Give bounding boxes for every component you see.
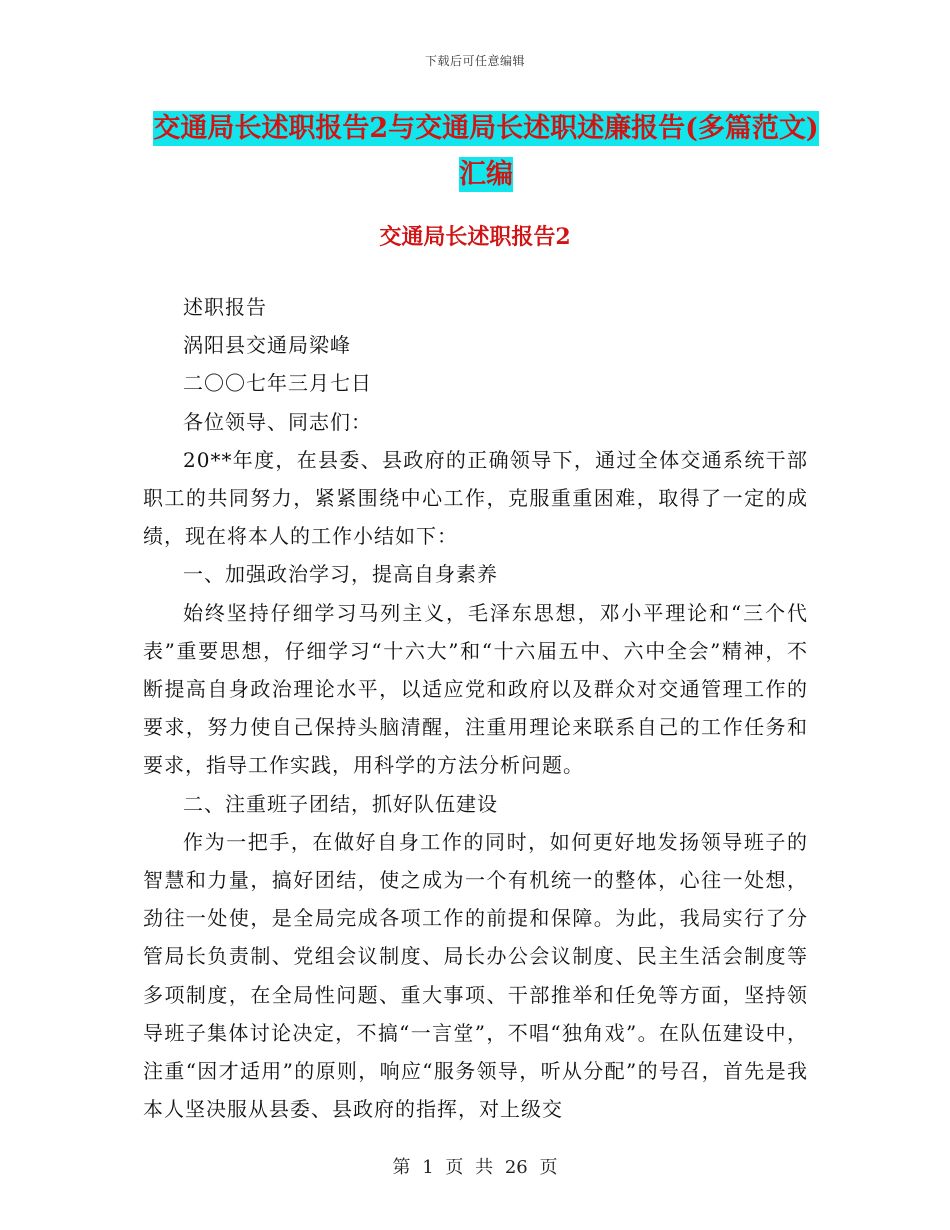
document-body [143,288,808,1128]
section-title: 交通局长述职报告2 [379,224,571,250]
page-footer: 第 1 页 共 26 页 [392,1157,558,1178]
document-title [146,106,826,198]
document-title-text: 交通局长述职报告2与交通局长述职述廉报告(多篇范文)汇编 [153,113,819,190]
paragraph: 二〇〇七年三月七日 [183,371,372,396]
paragraph: 20**年度，在县委、县政府的正确领导下，通过全体交通系统干部职工的共同努力，紧紧围绕中心工作，克服重重困难，取得了一定的成绩，现在将本人的工作小结如下： [143,447,808,549]
paragraph: 述职报告 [183,295,267,319]
paragraph: 各位领导、同志们： [183,409,372,434]
paragraph: 二、注重班子团结，抓好队伍建设 [183,791,498,816]
paragraph: 一、加强政治学习，提高自身素养 [183,562,498,587]
paragraph: 作为一把手，在做好自身工作的同时，如何更好地发扬领导班子的智慧和力量，搞好团结，使之成为一个有机统一的整体，心往一处想，劲往一处使，是全局完成各项工作的前提和保障。为此，我局实行了分管局长负责制、党组会议制度、局长办公会议制度、民主生活会制度等多项制度，在全局性问题、重大事项、干部推举和任免等方面，坚持领导班子集体讨论决定，不搞“一言堂”，不唱“独角戏”。在队伍建设中，注重“因才适用”的原则，响应“服务领导，听从分配”的号召，首先是我本人坚决服从县委、县政府的指挥，对上级交 [143,829,808,1122]
paragraph: 涡阳县交通局梁峰 [183,333,351,358]
paragraph: 始终坚持仔细学习马列主义，毛泽东思想，邓小平理论和“三个代表”重要思想，仔细学习“十六大”和“十六届五中、六中全会”精神，不断提高自身政治理论水平，以适应党和政府以及群众对交通管理工作的要求，努力使自己保持头脑清醒，注重用理论来联系自己的工作任务和要求，指导工作实践，用科学的方法分析问题。 [143,600,808,778]
page-header: 下载后可任意编辑 [424,54,525,68]
